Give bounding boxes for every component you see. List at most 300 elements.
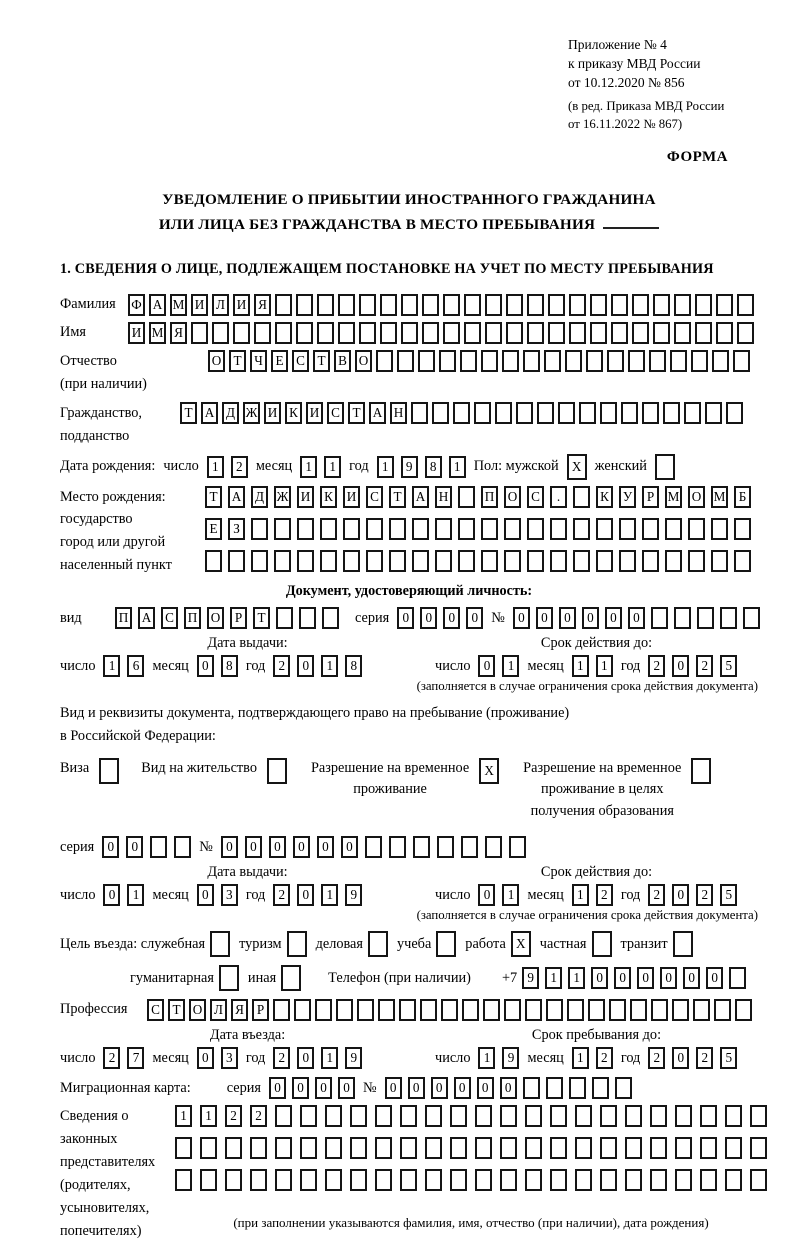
profession-input[interactable] (147, 999, 752, 1021)
char-box[interactable] (592, 931, 612, 957)
char-box[interactable] (325, 1137, 342, 1159)
char-box[interactable] (273, 999, 290, 1021)
char-box[interactable] (485, 294, 502, 316)
char-box[interactable] (632, 322, 649, 344)
char-box[interactable] (357, 999, 374, 1021)
char-box[interactable] (458, 486, 475, 508)
char-box[interactable]: А (138, 607, 155, 629)
char-box[interactable] (287, 931, 307, 957)
char-box[interactable]: О (189, 999, 206, 1021)
residence-expiry-day-input[interactable] (478, 884, 519, 906)
char-box[interactable] (588, 999, 605, 1021)
char-box[interactable] (500, 1137, 517, 1159)
char-box[interactable] (437, 836, 454, 858)
char-box[interactable] (462, 999, 479, 1021)
char-box[interactable] (210, 931, 230, 957)
char-box[interactable] (436, 931, 456, 957)
char-box[interactable] (649, 350, 666, 372)
char-box[interactable] (205, 550, 222, 572)
char-box[interactable]: С (527, 486, 544, 508)
char-box[interactable] (502, 350, 519, 372)
char-box[interactable]: И (128, 322, 145, 344)
surname-input[interactable] (128, 294, 754, 316)
char-box[interactable]: 1 (321, 1047, 338, 1069)
char-box[interactable] (300, 1105, 317, 1127)
char-box[interactable] (575, 1137, 592, 1159)
char-box[interactable] (711, 550, 728, 572)
char-box[interactable] (750, 1169, 767, 1191)
char-box[interactable] (691, 350, 708, 372)
char-box[interactable] (315, 999, 332, 1021)
char-box[interactable] (425, 1105, 442, 1127)
birth-place-row1-input[interactable] (205, 486, 751, 508)
char-box[interactable]: . (550, 486, 567, 508)
char-box[interactable] (688, 518, 705, 540)
char-box[interactable] (464, 322, 481, 344)
char-box[interactable] (458, 518, 475, 540)
char-box[interactable]: Р (230, 607, 247, 629)
char-box[interactable] (592, 1077, 609, 1099)
char-box[interactable] (615, 1077, 632, 1099)
identity-expiry-month-input[interactable] (572, 655, 613, 677)
char-box[interactable]: П (115, 607, 132, 629)
char-box[interactable] (527, 294, 544, 316)
char-box[interactable]: Р (252, 999, 269, 1021)
char-box[interactable] (443, 294, 460, 316)
char-box[interactable]: 9 (345, 884, 362, 906)
char-box[interactable] (675, 1137, 692, 1159)
char-box[interactable] (691, 758, 711, 784)
char-box[interactable]: 2 (273, 655, 290, 677)
residence-number-input[interactable] (221, 836, 526, 858)
char-box[interactable] (609, 999, 626, 1021)
char-box[interactable]: 0 (338, 1077, 355, 1099)
char-box[interactable] (550, 518, 567, 540)
char-box[interactable] (725, 1169, 742, 1191)
char-box[interactable]: И (297, 486, 314, 508)
char-box[interactable] (655, 454, 675, 480)
char-box[interactable] (575, 1169, 592, 1191)
char-box[interactable] (275, 322, 292, 344)
char-box[interactable] (726, 402, 743, 424)
char-box[interactable] (665, 550, 682, 572)
char-box[interactable]: 2 (231, 456, 248, 478)
char-box[interactable] (673, 931, 693, 957)
char-box[interactable] (475, 1105, 492, 1127)
entry-year-input[interactable] (273, 1047, 362, 1069)
char-box[interactable]: 0 (420, 607, 437, 629)
char-box[interactable] (600, 1169, 617, 1191)
char-box[interactable] (365, 836, 382, 858)
char-box[interactable] (720, 607, 737, 629)
char-box[interactable]: 0 (628, 607, 645, 629)
char-box[interactable]: С (147, 999, 164, 1021)
char-box[interactable] (619, 518, 636, 540)
char-box[interactable] (550, 1169, 567, 1191)
char-box[interactable]: 1 (572, 884, 589, 906)
char-box[interactable]: И (233, 294, 250, 316)
char-box[interactable]: 9 (401, 456, 418, 478)
char-box[interactable]: Т (348, 402, 365, 424)
char-box[interactable] (443, 322, 460, 344)
char-box[interactable]: 2 (273, 884, 290, 906)
char-box[interactable]: 2 (596, 884, 613, 906)
char-box[interactable]: И (264, 402, 281, 424)
char-box[interactable] (343, 518, 360, 540)
char-box[interactable] (418, 350, 435, 372)
char-box[interactable]: А (201, 402, 218, 424)
char-box[interactable] (254, 322, 271, 344)
char-box[interactable] (596, 518, 613, 540)
char-box[interactable]: 0 (672, 1047, 689, 1069)
char-box[interactable] (607, 350, 624, 372)
edu-permit-checkbox[interactable] (691, 758, 711, 784)
char-box[interactable] (274, 550, 291, 572)
char-box[interactable]: 2 (696, 884, 713, 906)
char-box[interactable] (550, 550, 567, 572)
char-box[interactable]: З (228, 518, 245, 540)
residence-series-input[interactable] (102, 836, 191, 858)
char-box[interactable]: 0 (292, 1077, 309, 1099)
char-box[interactable] (504, 550, 521, 572)
char-box[interactable]: 0 (293, 836, 310, 858)
char-box[interactable]: 1 (502, 655, 519, 677)
char-box[interactable]: 0 (103, 884, 120, 906)
char-box[interactable]: 8 (425, 456, 442, 478)
char-box[interactable]: 0 (683, 967, 700, 989)
char-box[interactable] (625, 1169, 642, 1191)
char-box[interactable] (219, 965, 239, 991)
char-box[interactable] (336, 999, 353, 1021)
temp-permit-checkbox[interactable] (479, 758, 499, 784)
char-box[interactable] (375, 1169, 392, 1191)
char-box[interactable]: И (191, 294, 208, 316)
char-box[interactable] (590, 322, 607, 344)
char-box[interactable]: 0 (536, 607, 553, 629)
char-box[interactable] (569, 1077, 586, 1099)
char-box[interactable]: 0 (126, 836, 143, 858)
char-box[interactable]: 0 (443, 607, 460, 629)
identity-number-input[interactable] (513, 607, 760, 629)
char-box[interactable]: М (170, 294, 187, 316)
char-box[interactable] (412, 550, 429, 572)
char-box[interactable] (485, 322, 502, 344)
char-box[interactable] (212, 322, 229, 344)
char-box[interactable] (750, 1137, 767, 1159)
char-box[interactable] (716, 294, 733, 316)
char-box[interactable] (733, 350, 750, 372)
char-box[interactable] (320, 518, 337, 540)
char-box[interactable]: 1 (300, 456, 317, 478)
identity-issue-month-input[interactable] (197, 655, 238, 677)
char-box[interactable] (674, 294, 691, 316)
char-box[interactable]: Т (180, 402, 197, 424)
representatives-row3-input[interactable] (175, 1169, 767, 1191)
char-box[interactable]: А (149, 294, 166, 316)
char-box[interactable] (527, 550, 544, 572)
char-box[interactable] (389, 550, 406, 572)
char-box[interactable]: 0 (500, 1077, 517, 1099)
char-box[interactable] (750, 1105, 767, 1127)
char-box[interactable] (275, 1169, 292, 1191)
char-box[interactable] (439, 350, 456, 372)
char-box[interactable] (397, 350, 414, 372)
char-box[interactable] (267, 758, 287, 784)
char-box[interactable]: 2 (648, 1047, 665, 1069)
char-box[interactable] (525, 1137, 542, 1159)
char-box[interactable] (525, 1105, 542, 1127)
char-box[interactable] (611, 294, 628, 316)
given-name-input[interactable] (128, 322, 754, 344)
char-box[interactable]: 1 (200, 1105, 217, 1127)
migration-number-input[interactable] (385, 1077, 632, 1099)
char-box[interactable]: 0 (614, 967, 631, 989)
purpose-commercial-checkbox[interactable] (368, 931, 388, 957)
char-box[interactable]: 1 (321, 655, 338, 677)
char-box[interactable] (389, 836, 406, 858)
char-box[interactable]: 1 (207, 456, 224, 478)
char-box[interactable] (693, 999, 710, 1021)
char-box[interactable] (546, 1077, 563, 1099)
char-box[interactable]: 0 (706, 967, 723, 989)
identity-kind-input[interactable] (115, 607, 339, 629)
char-box[interactable]: С (327, 402, 344, 424)
char-box[interactable] (296, 294, 313, 316)
char-box[interactable] (565, 350, 582, 372)
char-box[interactable] (600, 1137, 617, 1159)
residence-permit-checkbox[interactable] (267, 758, 287, 784)
residence-issue-day-input[interactable] (103, 884, 144, 906)
char-box[interactable] (322, 607, 339, 629)
birth-year-input[interactable] (377, 456, 466, 478)
char-box[interactable] (435, 550, 452, 572)
char-box[interactable] (475, 1137, 492, 1159)
char-box[interactable] (600, 402, 617, 424)
char-box[interactable] (697, 607, 714, 629)
char-box[interactable]: Е (271, 350, 288, 372)
char-box[interactable] (653, 322, 670, 344)
char-box[interactable] (359, 294, 376, 316)
char-box[interactable] (642, 550, 659, 572)
char-box[interactable]: 2 (648, 884, 665, 906)
char-box[interactable]: А (228, 486, 245, 508)
char-box[interactable]: 0 (559, 607, 576, 629)
char-box[interactable] (509, 836, 526, 858)
char-box[interactable]: 0 (197, 1047, 214, 1069)
char-box[interactable]: Н (435, 486, 452, 508)
char-box[interactable]: 0 (397, 607, 414, 629)
char-box[interactable]: 0 (341, 836, 358, 858)
char-box[interactable]: 5 (720, 884, 737, 906)
char-box[interactable]: 1 (502, 884, 519, 906)
char-box[interactable]: С (292, 350, 309, 372)
char-box[interactable] (474, 402, 491, 424)
char-box[interactable]: О (208, 350, 225, 372)
char-box[interactable]: 0 (269, 836, 286, 858)
char-box[interactable] (175, 1137, 192, 1159)
char-box[interactable] (441, 999, 458, 1021)
char-box[interactable]: 0 (672, 655, 689, 677)
char-box[interactable] (401, 294, 418, 316)
char-box[interactable]: 0 (672, 884, 689, 906)
identity-expiry-year-input[interactable] (648, 655, 737, 677)
char-box[interactable]: Б (734, 486, 751, 508)
char-box[interactable]: 9 (345, 1047, 362, 1069)
char-box[interactable] (250, 1169, 267, 1191)
char-box[interactable] (228, 550, 245, 572)
char-box[interactable] (251, 550, 268, 572)
residence-issue-year-input[interactable] (273, 884, 362, 906)
char-box[interactable]: X (567, 454, 587, 480)
char-box[interactable]: Д (251, 486, 268, 508)
char-box[interactable]: 1 (596, 655, 613, 677)
char-box[interactable] (663, 402, 680, 424)
char-box[interactable] (700, 1105, 717, 1127)
char-box[interactable] (737, 322, 754, 344)
char-box[interactable]: 0 (297, 1047, 314, 1069)
char-box[interactable]: 2 (648, 655, 665, 677)
char-box[interactable] (400, 1137, 417, 1159)
char-box[interactable]: О (688, 486, 705, 508)
char-box[interactable] (651, 607, 668, 629)
char-box[interactable]: 1 (568, 967, 585, 989)
identity-issue-day-input[interactable] (103, 655, 144, 677)
char-box[interactable] (506, 322, 523, 344)
char-box[interactable] (653, 294, 670, 316)
char-box[interactable] (596, 550, 613, 572)
char-box[interactable]: X (511, 931, 531, 957)
char-box[interactable]: 0 (102, 836, 119, 858)
char-box[interactable] (475, 1169, 492, 1191)
char-box[interactable]: 1 (572, 1047, 589, 1069)
purpose-work-checkbox[interactable] (511, 931, 531, 957)
char-box[interactable] (674, 607, 691, 629)
char-box[interactable]: 5 (720, 1047, 737, 1069)
birth-day-input[interactable] (207, 456, 248, 478)
char-box[interactable] (412, 518, 429, 540)
char-box[interactable] (458, 550, 475, 572)
char-box[interactable] (275, 1105, 292, 1127)
char-box[interactable] (453, 402, 470, 424)
char-box[interactable]: Т (253, 607, 270, 629)
char-box[interactable] (650, 1169, 667, 1191)
char-box[interactable]: 1 (478, 1047, 495, 1069)
char-box[interactable] (413, 836, 430, 858)
char-box[interactable] (481, 550, 498, 572)
char-box[interactable]: К (285, 402, 302, 424)
char-box[interactable] (464, 294, 481, 316)
char-box[interactable] (481, 518, 498, 540)
char-box[interactable] (297, 518, 314, 540)
char-box[interactable] (695, 322, 712, 344)
char-box[interactable] (621, 402, 638, 424)
char-box[interactable] (650, 1105, 667, 1127)
char-box[interactable] (674, 322, 691, 344)
char-box[interactable]: 9 (522, 967, 539, 989)
stay-month-input[interactable] (572, 1047, 613, 1069)
char-box[interactable] (567, 999, 584, 1021)
char-box[interactable]: 2 (250, 1105, 267, 1127)
char-box[interactable] (675, 1169, 692, 1191)
char-box[interactable] (225, 1137, 242, 1159)
char-box[interactable] (281, 965, 301, 991)
char-box[interactable]: Я (231, 999, 248, 1021)
char-box[interactable]: Ж (243, 402, 260, 424)
char-box[interactable] (504, 999, 521, 1021)
purpose-study-checkbox[interactable] (436, 931, 456, 957)
char-box[interactable]: 0 (454, 1077, 471, 1099)
char-box[interactable]: О (504, 486, 521, 508)
char-box[interactable]: 1 (324, 456, 341, 478)
purpose-other-checkbox[interactable] (281, 965, 301, 991)
char-box[interactable]: О (207, 607, 224, 629)
char-box[interactable] (200, 1137, 217, 1159)
char-box[interactable] (368, 931, 388, 957)
char-box[interactable]: Т (229, 350, 246, 372)
char-box[interactable] (672, 999, 689, 1021)
patronymic-input[interactable] (208, 350, 750, 372)
char-box[interactable] (729, 967, 746, 989)
char-box[interactable]: Т (389, 486, 406, 508)
char-box[interactable] (343, 550, 360, 572)
char-box[interactable] (450, 1137, 467, 1159)
char-box[interactable] (675, 1105, 692, 1127)
char-box[interactable] (550, 1105, 567, 1127)
char-box[interactable]: 1 (321, 884, 338, 906)
char-box[interactable]: У (619, 486, 636, 508)
purpose-humanitarian-checkbox[interactable] (219, 965, 239, 991)
char-box[interactable]: 0 (297, 884, 314, 906)
phone-input[interactable] (522, 967, 746, 989)
birth-place-row3-input[interactable] (205, 550, 751, 572)
char-box[interactable] (546, 999, 563, 1021)
char-box[interactable]: 0 (478, 655, 495, 677)
char-box[interactable]: М (665, 486, 682, 508)
char-box[interactable] (276, 607, 293, 629)
char-box[interactable]: 0 (197, 884, 214, 906)
char-box[interactable] (481, 350, 498, 372)
char-box[interactable]: 2 (103, 1047, 120, 1069)
char-box[interactable] (569, 294, 586, 316)
char-box[interactable] (320, 550, 337, 572)
char-box[interactable]: 9 (502, 1047, 519, 1069)
char-box[interactable] (575, 1105, 592, 1127)
char-box[interactable] (350, 1105, 367, 1127)
char-box[interactable]: М (711, 486, 728, 508)
char-box[interactable] (688, 550, 705, 572)
char-box[interactable] (275, 1137, 292, 1159)
char-box[interactable] (525, 1169, 542, 1191)
char-box[interactable]: А (412, 486, 429, 508)
char-box[interactable]: 1 (103, 655, 120, 677)
char-box[interactable] (525, 999, 542, 1021)
identity-series-input[interactable] (397, 607, 483, 629)
char-box[interactable] (378, 999, 395, 1021)
char-box[interactable] (550, 1137, 567, 1159)
char-box[interactable] (485, 836, 502, 858)
char-box[interactable] (573, 486, 590, 508)
char-box[interactable] (569, 322, 586, 344)
char-box[interactable] (650, 1137, 667, 1159)
char-box[interactable]: 1 (127, 884, 144, 906)
char-box[interactable] (544, 350, 561, 372)
char-box[interactable] (401, 322, 418, 344)
char-box[interactable]: Н (390, 402, 407, 424)
char-box[interactable]: 6 (127, 655, 144, 677)
char-box[interactable]: И (343, 486, 360, 508)
char-box[interactable]: 1 (545, 967, 562, 989)
char-box[interactable] (527, 322, 544, 344)
